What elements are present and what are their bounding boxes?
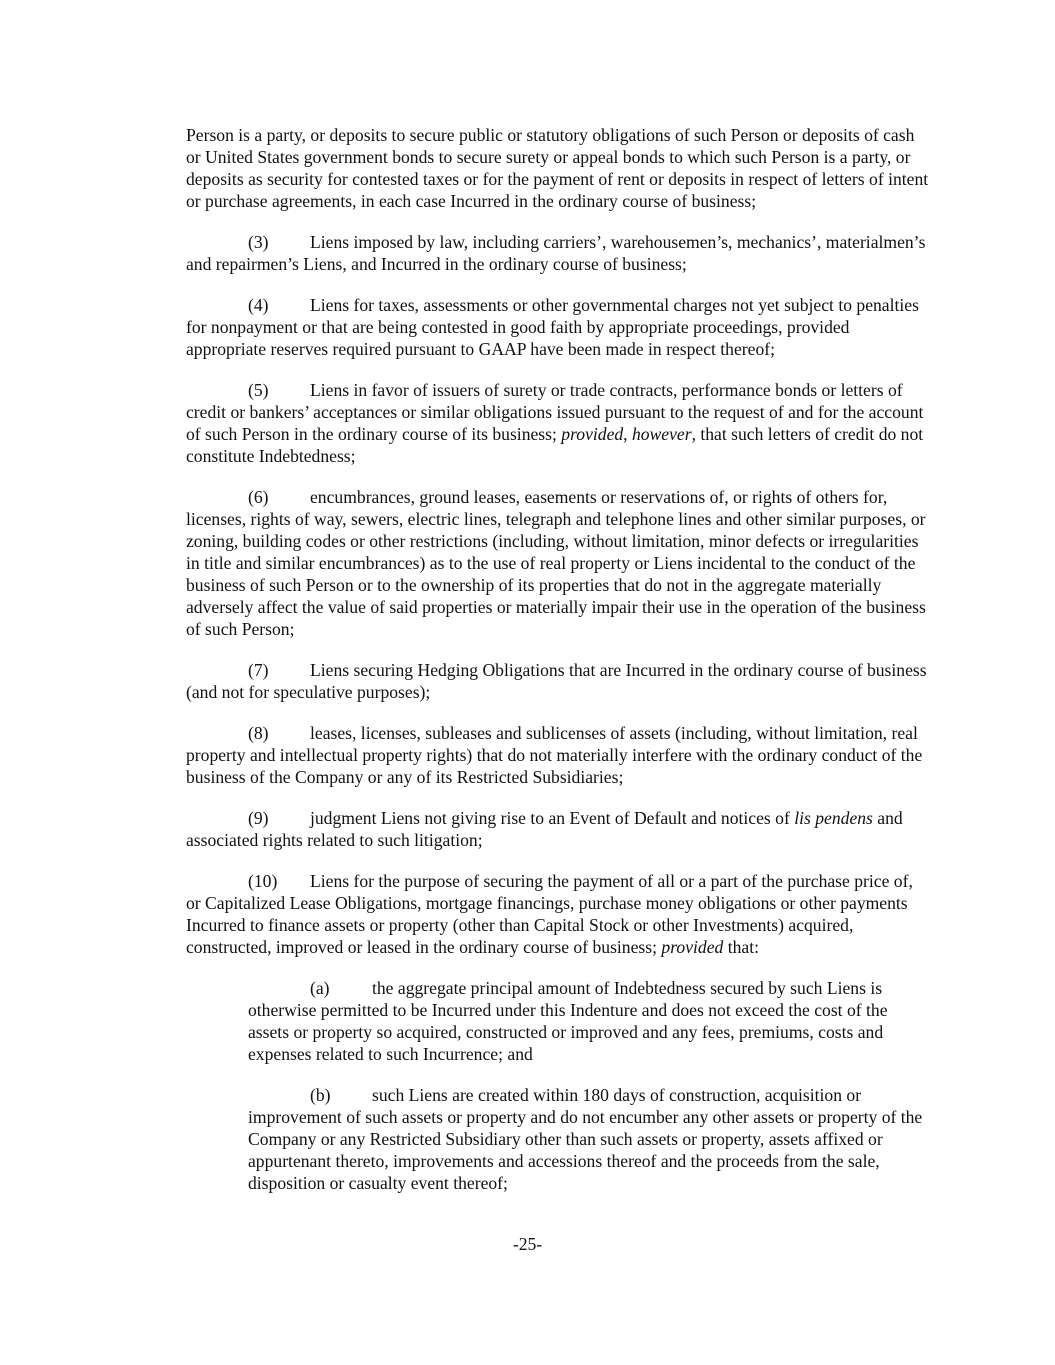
clause-text: and associated rights related to such litigation;: [186, 808, 903, 850]
clause-7: [186, 659, 931, 703]
subclause-b: [248, 1084, 931, 1194]
clause-text: Liens for the purpose of securing the payment of all or a part of the purchase price of, or Capitalized Lease Obligations, mortgage financings, purchase money obligations or other payments Incurred to finance assets or property (other than Capital Stock or other Investments) acquired, constructed, improved or leased in the ordinary course of business;: [186, 871, 913, 957]
page-number: -25-: [512, 1234, 543, 1254]
clause-text: that:: [723, 937, 759, 957]
subclause-text: the aggregate principal amount of Indebtedness secured by such Liens is otherwise permitted to be Incurred under this Indenture and does not exceed the cost of the assets or property so acquired, constructed or improved and any fees, premiums, costs and expenses related to such Incurrence; and: [248, 978, 888, 1064]
clause-text: Liens securing Hedging Obligations that are Incurred in the ordinary course of business (and not for speculative purposes);: [186, 660, 927, 702]
clause-number: (10): [248, 871, 278, 891]
clause-5: [186, 379, 931, 467]
clause-number: (6): [248, 487, 269, 507]
clause-text: Liens for taxes, assessments or other governmental charges not yet subject to penalties for nonpayment or that are being contested in good faith by appropriate proceedings, provided appropriate reserves required pursuant to GAAP have been made in respect thereof;: [186, 295, 919, 359]
clause-8: [186, 722, 931, 788]
continuation-paragraph: Person is a party, or deposits to secure public or statutory obligations of such Person or deposits of cash or United States government bonds to secure surety or appeal bonds to which such Person is a party, or deposits as security for contested taxes or for the payment of rent or deposits in respect of letters of intent or purchase agreements, in each case Incurred in the ordinary course of business;: [186, 125, 929, 211]
subclause-number: (a): [310, 978, 330, 998]
clause-text: Liens in favor of issuers of surety or trade contracts, performance bonds or letters of credit or bankers’ acceptances or similar obligations issued pursuant to the request of and for the account of such Person in the ordinary course of its business;: [186, 380, 924, 444]
clause-text: Liens imposed by law, including carriers’, warehousemen’s, mechanics’, materialmen’s and repairmen’s Liens, and Incurred in the ordinary course of business;: [186, 232, 926, 274]
subclause-number: (b): [310, 1085, 331, 1105]
clause-6: [186, 486, 931, 640]
clause-separator: ,: [623, 424, 632, 444]
subclause-a: [248, 977, 931, 1065]
clause-number: (7): [248, 660, 269, 680]
clause-number: (5): [248, 380, 269, 400]
clause-text: judgment Liens not giving rise to an Event of Default and notices of: [310, 808, 795, 828]
clause-4: [186, 294, 931, 360]
subclause-text: such Liens are created within 180 days of construction, acquisition or improvement of such assets or property and do not encumber any other assets or property of the Company or any Restricted Subsidiary other than such assets or property, assets affixed or appurtenant thereto, improvements and accessions thereof and the proceeds from the sale, disposition or casualty event thereof;: [248, 1085, 923, 1193]
clause-text: , that such letters of credit do not constitute Indebtedness;: [186, 424, 924, 466]
clause-emphasis: provided: [661, 937, 724, 957]
clause-text: encumbrances, ground leases, easements or reservations of, or rights of others for, licenses, rights of way, sewers, electric lines, telegraph and telephone lines and other similar purposes, or zoning, building codes or other restrictions (including, without limitation, minor defects or irregularities in title and similar encumbrances) as to the use of real property or Liens incidental to the conduct of the business of such Person or to the ownership of its properties that do not in the aggregate materially adversely affect the value of said properties or materially impair their use in the operation of the business of such Person;: [186, 487, 926, 639]
clause-emphasis: provided: [561, 424, 624, 444]
clause-10: [186, 870, 931, 958]
clause-number: (9): [248, 808, 269, 828]
clause-9: [186, 807, 931, 851]
document-body: [186, 124, 931, 1213]
clause-number: (8): [248, 723, 269, 743]
clause-number: (3): [248, 232, 269, 252]
clause-emphasis: however: [631, 424, 692, 444]
clause-emphasis: lis pendens: [794, 808, 873, 828]
clause-3: [186, 231, 931, 275]
clause-text: leases, licenses, subleases and sublicenses of assets (including, without limitation, real property and intellectual property rights) that do not materially interfere with the ordinary conduct of the business of the Company or any of its Restricted Subsidiaries;: [186, 723, 923, 787]
clause-number: (4): [248, 295, 269, 315]
